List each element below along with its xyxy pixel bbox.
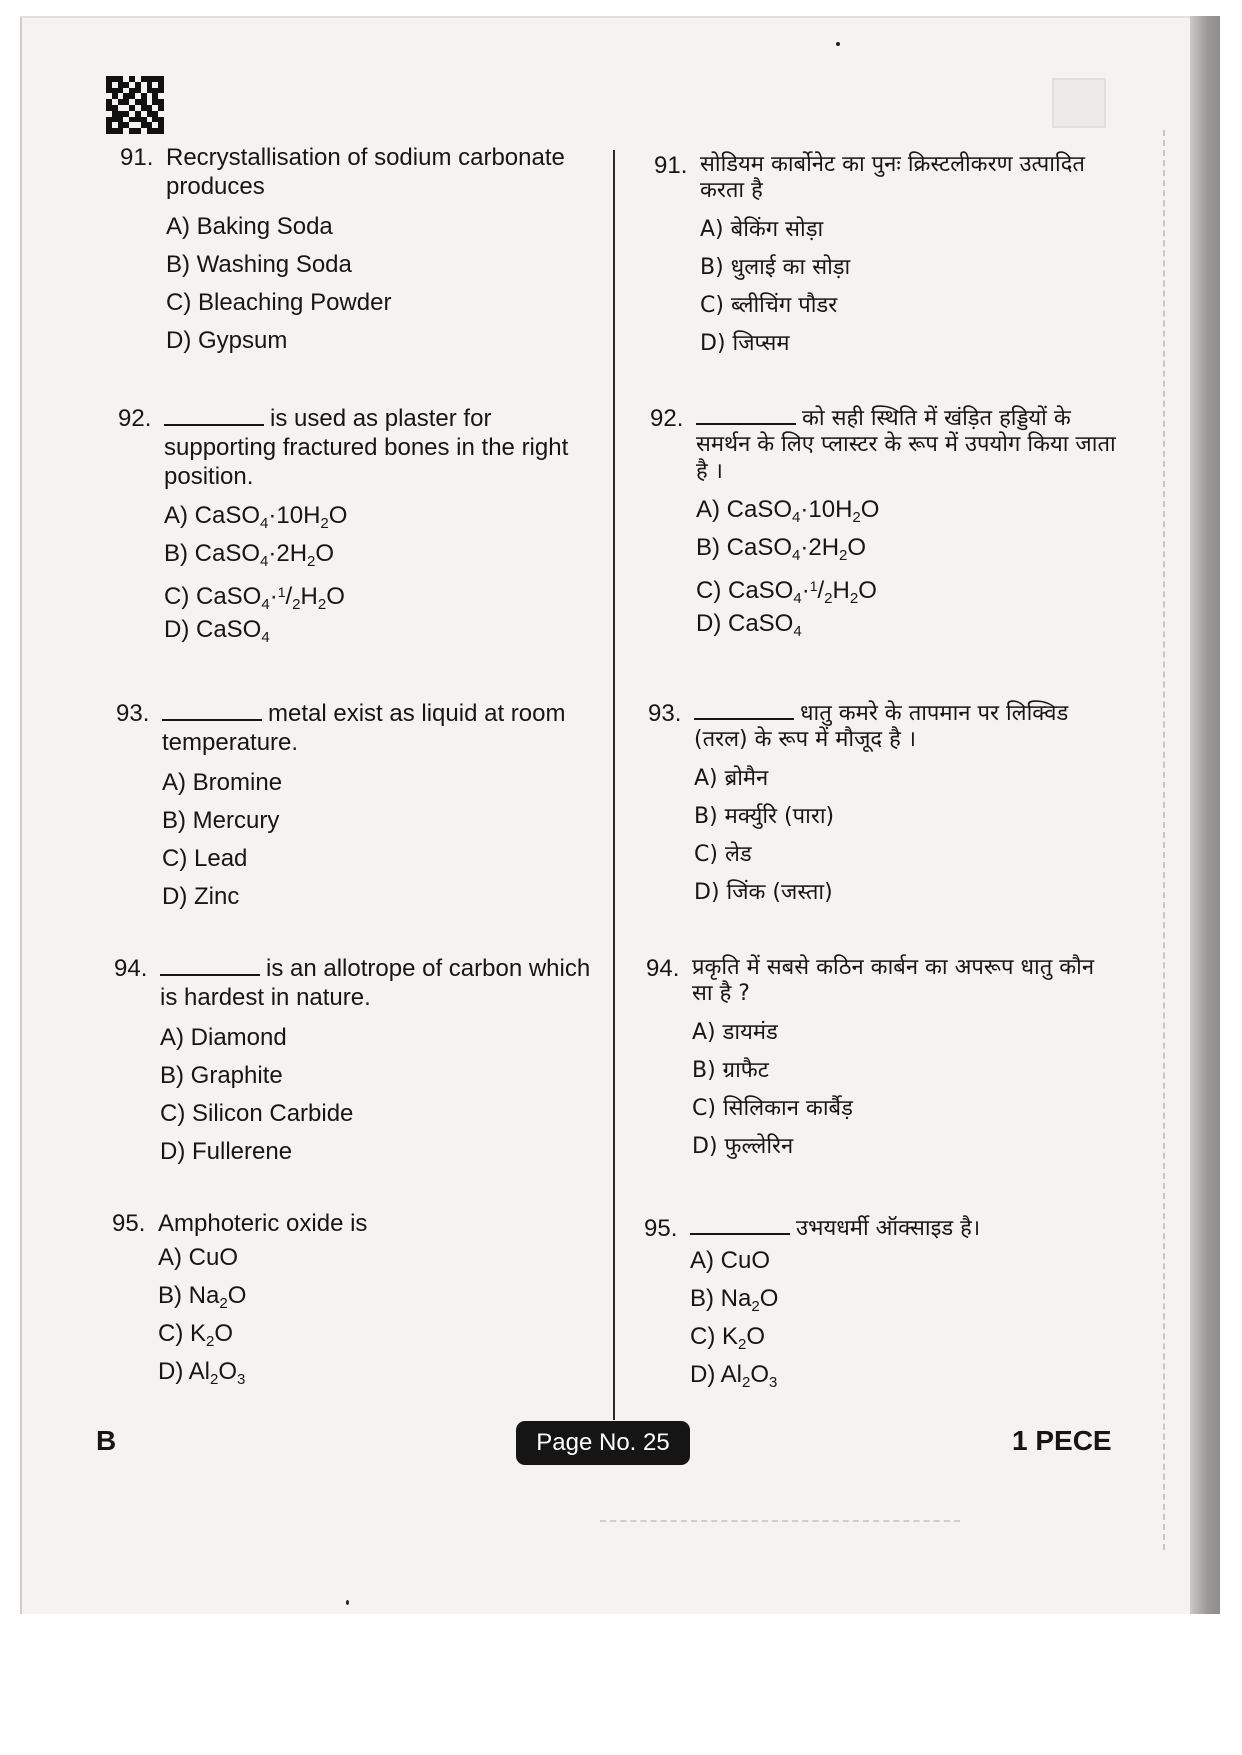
options-list xyxy=(158,1239,592,1391)
question-stem xyxy=(694,700,1123,754)
option-c: C) Silicon Carbide xyxy=(160,1099,354,1127)
question-number: 93. xyxy=(116,700,150,727)
options-list xyxy=(164,497,598,649)
question-95-hi xyxy=(644,1215,1119,1394)
option-b: B) मर्क्युरि (पारा) xyxy=(694,803,835,829)
question-92-hi xyxy=(650,405,1125,643)
question-number: 92. xyxy=(118,405,152,432)
question-number: 93. xyxy=(648,700,682,727)
option-a: A) ब्रोमैन xyxy=(694,765,769,791)
option-a: A) Baking Soda xyxy=(166,212,333,240)
question-94-hi xyxy=(646,955,1121,1166)
option-d: D) Fullerene xyxy=(160,1137,293,1165)
option-d: D) CaSO$_4$ xyxy=(696,610,802,641)
option-c: C) $K_2O$ xyxy=(690,1323,766,1354)
option-d: D) जिंक (जस्ता) xyxy=(694,879,833,905)
options-list xyxy=(162,764,596,916)
option-c: C) लेड xyxy=(694,841,752,867)
question-94-en xyxy=(114,955,594,1171)
option-c: C) $CaSO_4\cdot^1/_2H_2O$ xyxy=(696,577,877,608)
answer-blank xyxy=(694,700,794,720)
question-stem xyxy=(690,1215,1119,1242)
option-b: B) ग्राफैट xyxy=(692,1057,769,1083)
options-list xyxy=(696,491,1125,643)
question-93-hi xyxy=(648,700,1123,912)
question-stem-text: उभयधर्मी ऑक्साइड है। xyxy=(796,1216,981,1241)
option-b: B) $Na_2O$ xyxy=(158,1281,247,1312)
scanner-shadow-strip xyxy=(1190,16,1220,1614)
question-number: 92. xyxy=(650,405,684,432)
question-stem xyxy=(162,700,596,758)
option-b: B) धुलाई का सोड़ा xyxy=(700,254,851,280)
answer-blank xyxy=(696,405,796,425)
option-d: D) CaSO$_4$ xyxy=(164,616,270,647)
qr-code-icon xyxy=(106,76,164,134)
option-a: A) डायमंड xyxy=(692,1019,778,1045)
option-b: B) $Na_2O$ xyxy=(690,1285,779,1316)
bleed-through-line xyxy=(1163,130,1165,1550)
option-c: C) Bleaching Powder xyxy=(166,288,392,316)
question-number: 95. xyxy=(644,1215,678,1242)
options-list xyxy=(694,760,1123,912)
bleed-through-mark xyxy=(1052,78,1106,128)
question-stem: Amphoteric oxide is xyxy=(158,1210,368,1237)
scan-speck xyxy=(346,1600,349,1605)
option-a: A) $CaSO_4\cdot 10H_2O$ xyxy=(696,496,880,527)
question-stem xyxy=(160,955,594,1013)
question-number: 91. xyxy=(120,144,154,171)
question-stem: प्रकृति में सबसे कठिन कार्बन का अपरूप धातु कौन सा है ? xyxy=(692,955,1095,1007)
options-list xyxy=(692,1014,1121,1166)
option-a: A) बेकिंग सोड़ा xyxy=(700,216,824,242)
option-a: A) Bromine xyxy=(162,768,283,796)
option-c: C) ब्लीचिंग पौडर xyxy=(700,292,838,318)
question-number: 95. xyxy=(112,1210,146,1237)
option-b: B) Mercury xyxy=(162,806,280,834)
option-a: A) $CaSO_4\cdot 10H_2O$ xyxy=(164,502,348,533)
answer-blank xyxy=(160,956,260,976)
option-b: B) Washing Soda xyxy=(166,250,352,278)
question-92-en xyxy=(118,405,598,649)
option-a: A) CuO xyxy=(158,1243,239,1271)
option-c: C) $K_2O$ xyxy=(158,1319,234,1350)
options-list xyxy=(166,208,590,360)
option-d: D) $Al_2O_3$ xyxy=(158,1357,246,1388)
series-code: B xyxy=(96,1425,117,1456)
page-number-badge: Page No. 25 xyxy=(516,1421,690,1465)
question-number: 91. xyxy=(654,152,688,179)
answer-blank xyxy=(162,701,262,721)
question-stem-text: is used as plaster for supporting fractured bones in the right position. xyxy=(164,405,569,490)
option-d: D) फुल्लेरिन xyxy=(692,1133,794,1159)
question-stem xyxy=(164,405,598,491)
question-stem xyxy=(696,405,1125,485)
question-91-hi xyxy=(654,152,1124,363)
page-edge-top xyxy=(20,16,1220,18)
option-d: D) Gypsum xyxy=(166,326,288,354)
scan-speck xyxy=(836,42,840,46)
page-edge-left xyxy=(20,16,22,1614)
question-stem-text: metal exist as liquid at room temperature. xyxy=(162,700,566,756)
answer-blank xyxy=(164,406,264,426)
option-b: B) $CaSO_4\cdot 2H_2O$ xyxy=(696,534,867,565)
question-stem-text: को सही स्थिति में खंड़ित हड्डियों के समर्थन के लिए प्लास्टर के रूप में उपयोग किया जाता है । xyxy=(696,406,1116,484)
option-b: B) $CaSO_4\cdot 2H_2O$ xyxy=(164,540,335,571)
question-stem: Recrystallisation of sodium carbonate produces xyxy=(166,144,565,200)
question-number: 94. xyxy=(114,955,148,982)
question-stem: सोडियम कार्बोनेट का पुनः क्रिस्टलीकरण उत्पादित करता है xyxy=(700,152,1085,204)
question-95-en xyxy=(112,1210,592,1391)
option-a: A) Diamond xyxy=(160,1023,287,1051)
option-a: A) CuO xyxy=(690,1247,771,1275)
options-list xyxy=(700,211,1124,363)
option-d: D) जिप्सम xyxy=(700,330,790,356)
option-d: D) $Al_2O_3$ xyxy=(690,1361,778,1392)
column-divider xyxy=(613,150,615,1420)
paper-code: 1 PECE xyxy=(1012,1425,1112,1456)
option-c: C) Lead xyxy=(162,844,248,872)
question-stem-text: धातु कमरे के तापमान पर लिक्विड (तरल) के रूप में मौजूद है । xyxy=(694,701,1069,753)
option-b: B) Graphite xyxy=(160,1061,283,1089)
question-91-en xyxy=(120,144,590,360)
option-d: D) Zinc xyxy=(162,882,240,910)
option-c: C) सिलिकान कार्बैड़ xyxy=(692,1095,853,1121)
options-list xyxy=(690,1242,1119,1394)
bleed-through-dash xyxy=(600,1520,960,1522)
option-c: C) $CaSO_4\cdot^1/_2H_2O$ xyxy=(164,583,345,614)
question-number: 94. xyxy=(646,955,680,982)
question-stem-text: is an allotrope of carbon which is hardest in nature. xyxy=(160,955,591,1011)
question-93-en xyxy=(116,700,596,916)
answer-blank xyxy=(690,1215,790,1235)
options-list xyxy=(160,1019,594,1171)
